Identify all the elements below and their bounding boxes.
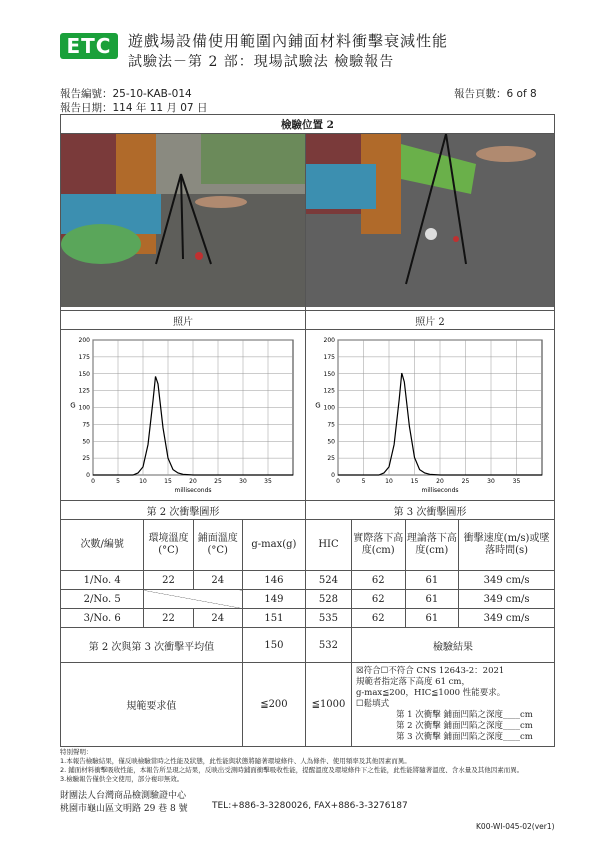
x-tick-label: 25 xyxy=(214,478,222,485)
chart-impact-2-svg xyxy=(61,330,305,497)
report-title-line2: 試驗法－第 2 部：現場試驗法 檢驗報告 xyxy=(128,54,395,70)
y-tick-label: 25 xyxy=(82,455,90,463)
result-depth-2: 第 2 次衝擊 鋪面凹陷之深度____cm xyxy=(395,721,533,731)
header-actual-height: 實際落下高度(cm) xyxy=(351,520,405,571)
x-tick-label: 35 xyxy=(512,478,521,485)
y-tick-label: 125 xyxy=(78,387,90,395)
result-depth-3: 第 3 次衝擊 鋪面凹陷之深度____cm xyxy=(395,732,533,742)
result-drop-height: 規範者指定落下高度 61 cm， xyxy=(355,677,470,687)
row-no: 1/No. 4 xyxy=(61,571,144,590)
requirement-hic: ≦1000 xyxy=(306,663,352,747)
note-1: 1.本報告檢驗結果，僅反映檢驗當時之性能及狀態，此性能與狀態將隨著環境條件、人為條件、使用頻率及其他因素而異。 xyxy=(60,757,411,765)
y-tick-label: 150 xyxy=(323,370,335,378)
row-actual: 62 xyxy=(351,571,405,590)
report-number: 報告編號：25-10-KAB-014 xyxy=(60,88,192,100)
x-tick-label: 0 xyxy=(336,478,340,485)
doc-code: K00-WI-045-02(ver1) xyxy=(476,822,555,831)
result-compliance: ☒符合☐不符合 CNS 12643-2：2021 xyxy=(355,666,505,676)
y-tick-label: 25 xyxy=(327,455,335,463)
x-tick-label: 30 xyxy=(239,478,247,485)
table-row xyxy=(61,590,555,609)
row-gmax: 151 xyxy=(242,609,305,628)
photo-1 xyxy=(61,134,306,311)
note-3: 3.檢驗報告僅供全文使用，部分複印無效。 xyxy=(60,775,184,783)
x-tick-label: 20 xyxy=(189,478,197,485)
row-speed: 349 cm/s xyxy=(459,571,555,590)
report-date: 報告日期：114 年 11 月 07 日 xyxy=(60,102,208,114)
x-tick-label: 0 xyxy=(91,478,95,485)
report-title-line1: 遊戲場設備使用範圍內鋪面材料衝擊衰減性能 xyxy=(128,32,449,50)
row-theory: 61 xyxy=(405,609,459,628)
note-2: 2. 鋪面材料衝擊吸收性能，本報告所呈現之結果，反映出受測時鋪面衝擊吸收性能，提醒溫度及環境條件下之性能，此性能將隨著溫度、含水量及其他因素而異。 xyxy=(60,766,524,774)
result-criteria: g-max≦200，HIC≦1000 性能要求。 xyxy=(355,688,506,698)
x-tick-label: 25 xyxy=(461,478,470,485)
y-tick-label: 50 xyxy=(327,438,335,446)
photo-1-caption: 照片 xyxy=(61,311,306,330)
table-row xyxy=(61,609,555,628)
inspection-table xyxy=(60,114,555,747)
header-theory-height: 理論落下高度(cm) xyxy=(405,520,459,571)
x-tick-label: 15 xyxy=(164,478,172,485)
header-gmax: g-max(g) xyxy=(242,520,305,571)
chart-impact-3 xyxy=(306,330,555,501)
header-env-temp: 環境溫度(°C) xyxy=(144,520,193,571)
photo-2-image xyxy=(306,134,554,307)
row-surf: 24 xyxy=(193,571,242,590)
requirement-label: 規範要求值 xyxy=(61,663,243,747)
header-hic: HIC xyxy=(306,520,352,571)
row-theory: 61 xyxy=(405,590,459,609)
x-tick-label: 5 xyxy=(116,478,120,485)
org-name: 財團法人台灣商品檢測驗證中心 xyxy=(60,791,187,801)
x-tick-label: 35 xyxy=(264,478,272,485)
x-axis-label: milliseconds xyxy=(174,487,212,494)
photo-2 xyxy=(306,134,555,311)
x-tick-label: 10 xyxy=(139,478,147,485)
page-count: 報告頁數：6 of 8 xyxy=(454,88,537,100)
row-speed: 349 cm/s xyxy=(459,590,555,609)
row-actual: 62 xyxy=(351,609,405,628)
chart-impact-2-caption: 第 2 次衝擊圖形 xyxy=(61,501,306,520)
y-tick-label: 200 xyxy=(78,337,90,344)
section-title: 檢驗位置 2 xyxy=(61,115,555,134)
x-tick-label: 5 xyxy=(361,478,366,485)
x-axis-label: milliseconds xyxy=(421,487,459,494)
y-tick-label: 200 xyxy=(323,337,335,344)
y-tick-label: 75 xyxy=(327,421,335,429)
org-contact: TEL:+886-3-3280026, FAX+886-3-3276187 xyxy=(212,801,408,811)
y-axis-label: G xyxy=(70,401,76,410)
header-surf-temp: 鋪面溫度(°C) xyxy=(193,520,242,571)
y-tick-label: 100 xyxy=(323,404,335,412)
result-depth-1: 第 1 次衝擊 鋪面凹陷之深度____cm xyxy=(395,710,533,720)
etc-logo: ETC xyxy=(60,33,118,59)
row-actual: 62 xyxy=(351,590,405,609)
row-hic: 528 xyxy=(306,590,352,609)
photo-2-caption: 照片 2 xyxy=(306,311,555,330)
row-surf: 24 xyxy=(193,609,242,628)
result-loose-fill: ☐鬆填式 xyxy=(355,699,390,709)
row-hic: 535 xyxy=(306,609,352,628)
x-tick-label: 15 xyxy=(410,478,419,485)
row-no: 2/No. 5 xyxy=(61,590,144,609)
row-gmax: 149 xyxy=(242,590,305,609)
row-env-na xyxy=(144,590,243,609)
y-axis-label: G xyxy=(315,401,321,410)
header-speed: 衝擊速度(m/s)或墜落時間(s) xyxy=(459,520,555,571)
row-speed: 349 cm/s xyxy=(459,609,555,628)
y-tick-label: 100 xyxy=(78,404,90,412)
row-no: 3/No. 6 xyxy=(61,609,144,628)
y-tick-label: 50 xyxy=(82,438,90,446)
y-tick-label: 175 xyxy=(78,353,90,361)
y-tick-label: 175 xyxy=(323,353,335,361)
org-address: 桃園市龜山區文明路 29 巷 8 號 xyxy=(60,804,188,814)
average-label: 第 2 次與第 3 次衝擊平均值 xyxy=(61,628,243,663)
row-hic: 524 xyxy=(306,571,352,590)
photo-1-image xyxy=(61,134,305,307)
header-no: 次數/編號 xyxy=(61,520,144,571)
result-details xyxy=(351,663,554,747)
y-tick-label: 75 xyxy=(82,421,90,429)
average-hic: 532 xyxy=(306,628,352,663)
row-theory: 61 xyxy=(405,571,459,590)
x-tick-label: 30 xyxy=(487,478,495,485)
chart-impact-3-caption: 第 3 次衝擊圖形 xyxy=(306,501,555,520)
notes-title: 特別聲明： xyxy=(60,748,93,756)
row-env: 22 xyxy=(144,571,193,590)
row-gmax: 146 xyxy=(242,571,305,590)
requirement-gmax: ≦200 xyxy=(242,663,305,747)
chart-impact-3-svg xyxy=(306,330,554,497)
y-tick-label: 150 xyxy=(78,370,90,378)
result-label: 檢驗結果 xyxy=(351,628,554,663)
footer-notes xyxy=(60,748,550,784)
average-gmax: 150 xyxy=(242,628,305,663)
x-tick-label: 10 xyxy=(385,478,393,485)
chart-impact-2 xyxy=(61,330,306,501)
table-row xyxy=(61,571,555,590)
y-tick-label: 0 xyxy=(86,472,90,479)
row-env: 22 xyxy=(144,609,193,628)
x-tick-label: 20 xyxy=(436,478,444,485)
y-tick-label: 125 xyxy=(323,387,335,395)
y-tick-label: 0 xyxy=(331,472,335,479)
